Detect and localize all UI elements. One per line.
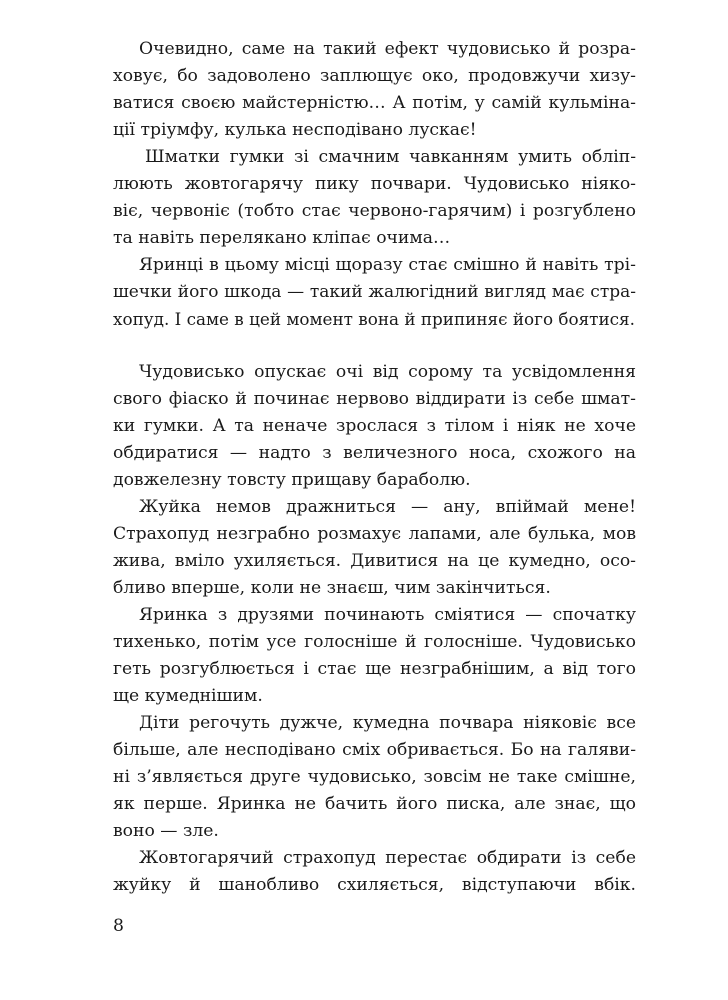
- text-line: люють жовтогарячу пику почвари. Чудовисько ніяко-: [113, 174, 636, 194]
- text-line: ції тріумфу, кулька несподівано лускає!: [113, 120, 477, 140]
- text-line: тихенько, потім усе голосніше й голосніше. Чудовисько: [113, 632, 636, 652]
- page-text: [113, 36, 636, 899]
- text-line: Жовтогарячий страхопуд перестає обдирати із себе: [139, 848, 636, 868]
- text-line: геть розгублюється і стає ще незграбнішим, а від того: [113, 659, 636, 679]
- text-line: Шматки гумки зі смачним чавканням умить обліп-: [145, 147, 636, 167]
- text-line: хопуд. І саме в цей момент вона й припиняє його боятися.: [113, 309, 635, 329]
- paragraph: [113, 252, 636, 333]
- text-line: ватися своєю майстерністю… А потім, у самій кульміна-: [113, 93, 636, 113]
- text-line: довжелезну товсту прищаву бараболю.: [113, 470, 471, 490]
- text-line: Жуйка немов дражниться — ану, впіймай мене!: [139, 497, 636, 517]
- paragraph: [113, 710, 636, 845]
- paragraph: [113, 494, 636, 602]
- paragraph: [113, 359, 636, 494]
- text-line: ки гумки. А та неначе зрослася з тілом і ніяк не хоче: [113, 416, 636, 436]
- text-line: обдиратися — надто з величезного носа, схожого на: [113, 443, 636, 463]
- paragraph: [113, 602, 636, 710]
- text-line: більше, але несподівано сміх обривається. Бо на галяви-: [113, 740, 636, 760]
- text-line: ховує, бо задоволено заплющує око, продовжучи хизу-: [113, 66, 636, 86]
- text-line: як перше. Яринка не бачить його писка, але знає, що: [113, 794, 636, 814]
- paragraph: [113, 36, 636, 144]
- text-line: жуйку й шанобливо схиляється, відступаючи вбік.: [113, 875, 636, 895]
- section-break: [113, 333, 636, 359]
- text-line: Очевидно, саме на такий ефект чудовисько й розра-: [139, 39, 636, 59]
- text-line: Яринці в цьому місці щоразу стає смішно й навіть трі-: [139, 255, 636, 275]
- text-line: бливо вперше, коли не знаєш, чим закінчиться.: [113, 578, 551, 598]
- text-line: Чудовисько опускає очі від сорому та усвідомлення: [139, 362, 636, 382]
- text-line: ні з’являється друге чудовисько, зовсім не таке смішне,: [113, 767, 636, 787]
- text-line: ще кумеднішим.: [113, 686, 263, 706]
- text-line: свого фіаско й починає нервово віддирати із себе шмат-: [113, 389, 636, 409]
- text-line: жива, вміло ухиляється. Дивитися на це кумедно, осо-: [113, 551, 636, 571]
- text-line: шечки його шкода — такий жалюгідний вигляд має стра-: [113, 282, 636, 302]
- paragraph: [113, 144, 636, 252]
- text-line: Діти регочуть дужче, кумедна почвара ніяковіє все: [139, 713, 636, 733]
- text-line: Страхопуд незграбно розмахує лапами, але булька, мов: [113, 524, 636, 544]
- text-line: віє, червоніє (тобто стає червоно-гарячим) і розгублено: [113, 201, 636, 221]
- paragraph: [113, 845, 636, 899]
- text-line: Яринка з друзями починають сміятися — спочатку: [139, 605, 636, 625]
- text-line: воно — зле.: [113, 821, 219, 841]
- text-line: та навіть перелякано кліпає очима…: [113, 228, 451, 248]
- page-number: 8: [113, 916, 124, 936]
